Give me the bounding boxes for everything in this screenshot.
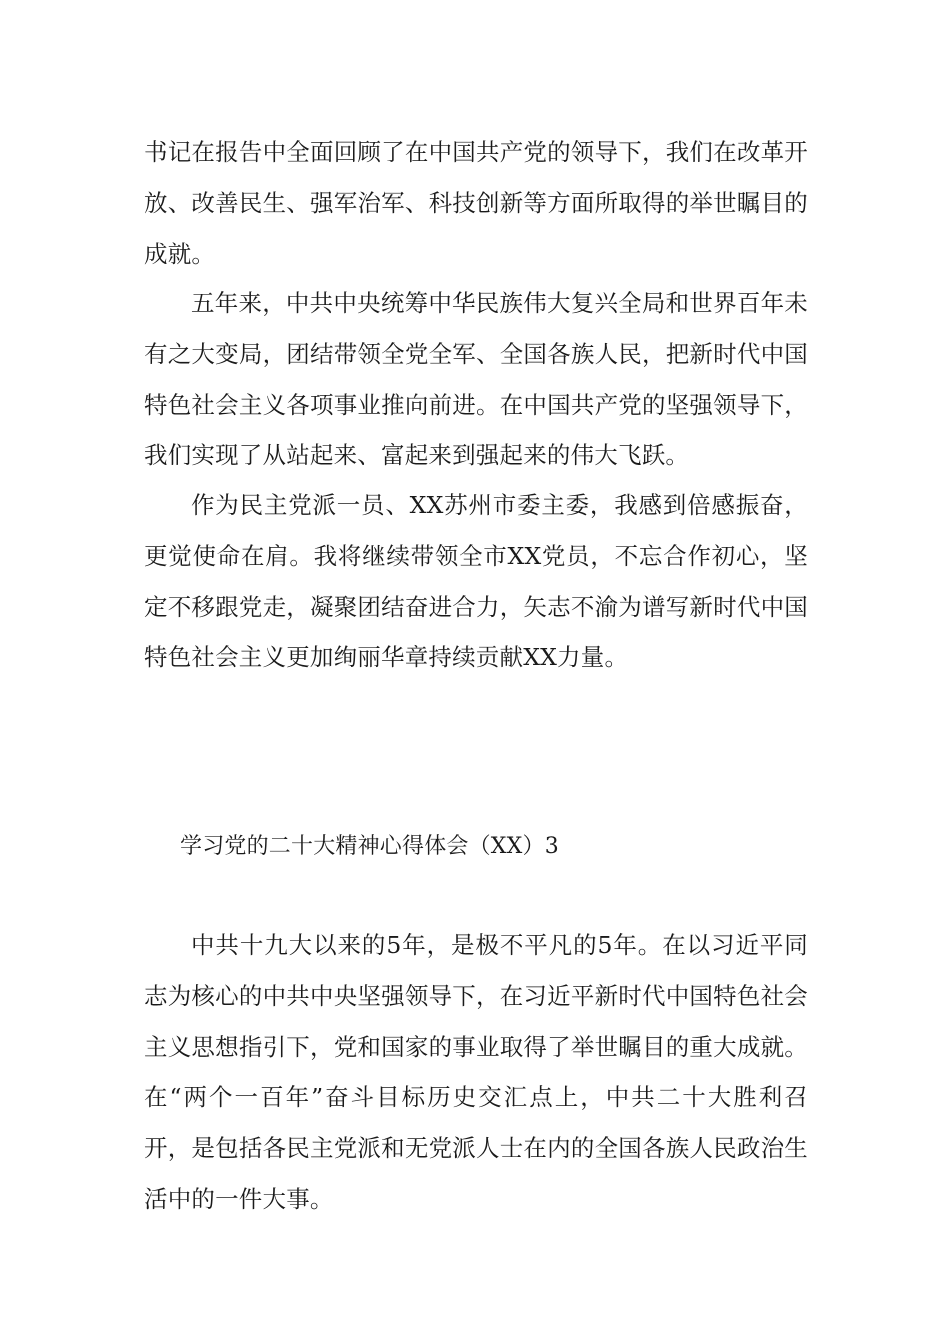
section-heading: 学习党的二十大精神心得体会（XX）3 bbox=[180, 834, 559, 859]
paragraph-nineteenth-congress: 中共十九大以来的5年，是极不平凡的5年。在以习近平同志为核心的中共中央坚强领导下，在习近平新时代中国特色社会主义思想指引下，党和国家的事业取得了举世瞩目的重大成就。在“两个一百年”奋斗目标历史交汇点上，中共二十大胜利召开，是包括各民主党派和无党派人士在内的全国各族人民政治生活中的一件大事。 bbox=[144, 931, 808, 1213]
paragraph-party-member: 作为民主党派一员、XX苏州市委主委，我感到倍感振奋，更觉使命在肩。我将继续带领全市XX党员，不忘合作初心，坚定不移跟党走，凝聚团结奋进合力，矢志不渝为谱写新时代中国特色社会主义更加绚丽华章持续贡献XX力量。 bbox=[144, 491, 808, 672]
paragraph-continuation: 书记在报告中全面回顾了在中国共产党的领导下，我们在改革开放、改善民生、强军治军、科技创新等方面所取得的举世瞩目的成就。 bbox=[144, 138, 808, 268]
paragraph-five-years: 五年来，中共中央统筹中华民族伟大复兴全局和世界百年未有之大变局，团结带领全党全军、全国各族人民，把新时代中国特色社会主义各项事业推向前进。在中国共产党的坚强领导下，我们实现了从站起来、富起来到强起来的伟大飞跃。 bbox=[144, 289, 808, 470]
